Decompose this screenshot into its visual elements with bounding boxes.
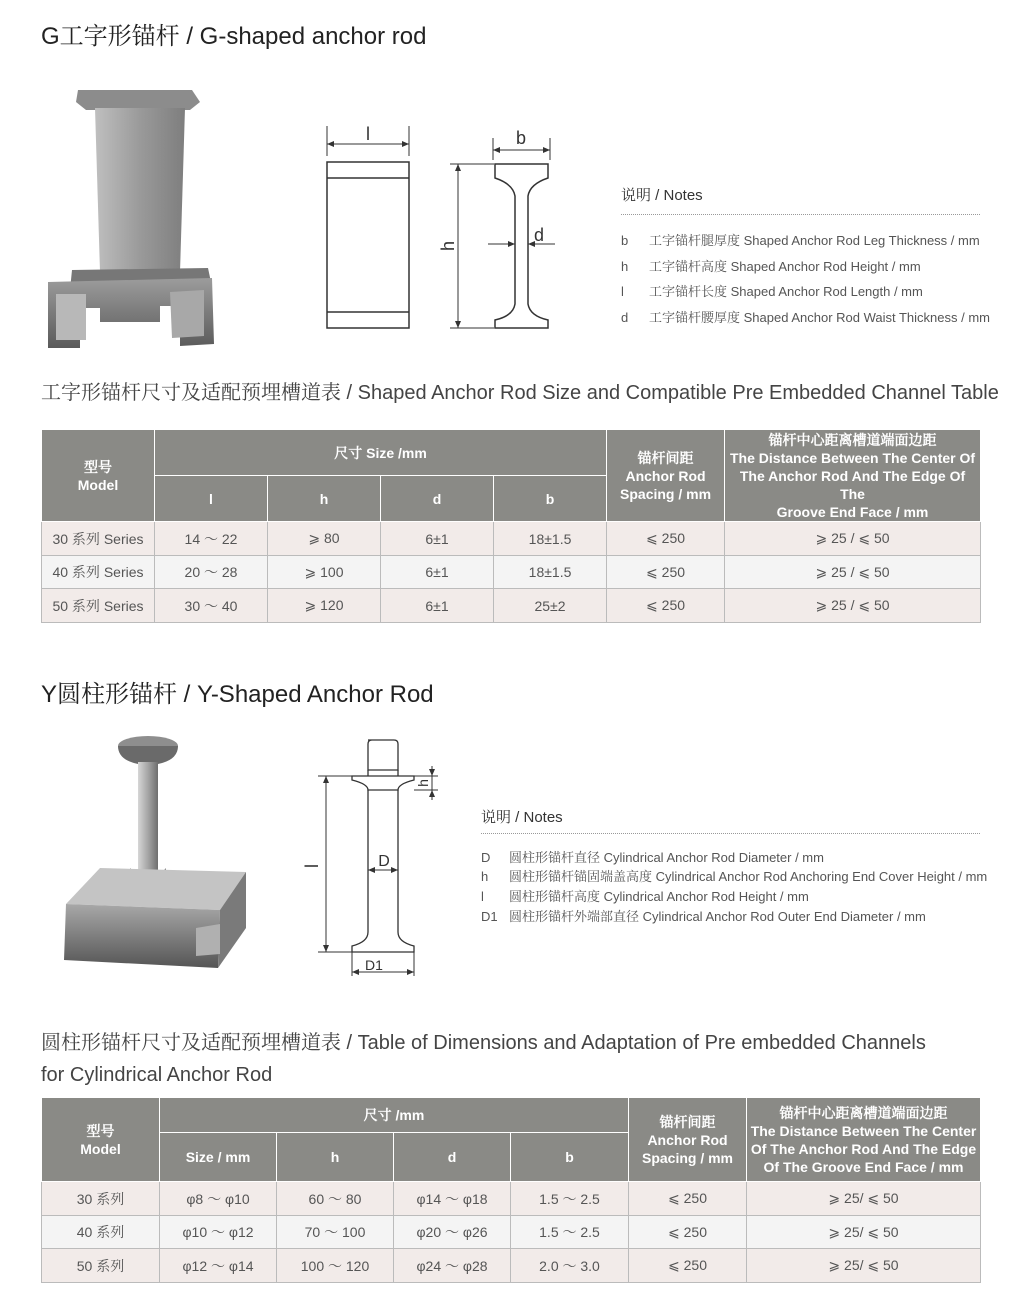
cell-b: 18±1.5 xyxy=(494,556,607,589)
section1-note-l: l 工字锚杆长度 Shaped Anchor Rod Length / mm xyxy=(621,284,923,299)
table-row xyxy=(42,556,981,589)
cell-d: φ14 ～ φ18 xyxy=(394,1182,511,1216)
dim-h-label: h xyxy=(438,240,458,252)
sub-header-d: d xyxy=(394,1133,511,1182)
cell-model: 30 系列 Series xyxy=(42,522,155,556)
section2-table-title-line2: for Cylindrical Anchor Rod xyxy=(41,1064,273,1086)
cell-d: 6±1 xyxy=(381,589,494,623)
section1-notes-divider xyxy=(621,214,980,215)
dim-h-label: h xyxy=(415,779,431,787)
cell-h: ⩾ 80 xyxy=(268,522,381,556)
sub-header-b: b xyxy=(494,476,607,522)
section1-note-b: b 工字锚杆腿厚度 Shaped Anchor Rod Leg Thickness / mm xyxy=(621,233,980,248)
cell-spacing: ⩽ 250 xyxy=(607,589,725,623)
cell-d: 6±1 xyxy=(381,522,494,556)
cell-distance: ⩾ 25 / ⩽ 50 xyxy=(725,556,981,589)
dim-l-label: l xyxy=(302,864,322,868)
sub-header-d: d xyxy=(381,476,494,522)
cell-b: 25±2 xyxy=(494,589,607,623)
table-row xyxy=(42,1182,981,1216)
dim-b-label: b xyxy=(515,128,527,148)
cell-spacing: ⩽ 250 xyxy=(607,556,725,589)
cell-model: 40 系列 Series xyxy=(42,556,155,589)
cell-d: 6±1 xyxy=(381,556,494,589)
section2-note-D: D 圆柱形锚杆直径 Cylindrical Anchor Rod Diameter / mm xyxy=(481,850,824,865)
section2-notes-title: 说明 / Notes xyxy=(481,809,563,826)
spacing-header: 锚杆间距 Anchor Rod Spacing / mm xyxy=(607,430,725,522)
cell-distance: ⩾ 25 / ⩽ 50 xyxy=(725,522,981,556)
dim-l-label: l xyxy=(366,124,370,144)
table-row xyxy=(42,522,981,556)
sub-header-l: l xyxy=(155,476,268,522)
y-anchor-rod-table xyxy=(41,1097,981,1283)
cell-l: 14 ～ 22 xyxy=(155,522,268,556)
cell-spacing: ⩽ 250 xyxy=(629,1249,747,1283)
table-row xyxy=(42,1249,981,1283)
cell-spacing: ⩽ 250 xyxy=(629,1182,747,1216)
cell-size: φ12 ～ φ14 xyxy=(160,1249,277,1283)
section2-notes-divider xyxy=(481,833,980,834)
model-header: 型号 Model xyxy=(42,430,155,522)
cell-b: 1.5 ～ 2.5 xyxy=(511,1216,629,1249)
spacing-header: 锚杆间距 Anchor Rod Spacing / mm xyxy=(629,1098,747,1182)
g-side-view-drawing xyxy=(440,118,570,333)
dim-d-label: d xyxy=(533,225,545,245)
dim-D1-label: D1 xyxy=(365,957,383,973)
distance-header: 锚杆中心距离槽道端面边距 The Distance Between The Center Of The Anchor Rod And The Edge Of The Groove End Face / mm xyxy=(747,1098,981,1182)
cell-model: 50 系列 Series xyxy=(42,589,155,623)
cell-h: 60 ～ 80 xyxy=(277,1182,394,1216)
size-header: 尺寸 Size /mm xyxy=(155,430,607,476)
section1-note-h: h 工字锚杆高度 Shaped Anchor Rod Height / mm xyxy=(621,259,921,274)
cell-d: φ24 ～ φ28 xyxy=(394,1249,511,1283)
sub-header-h: h xyxy=(277,1133,394,1182)
section1-notes-title: 说明 / Notes xyxy=(621,187,703,204)
sub-header-h: h xyxy=(268,476,381,522)
section2-table-title-line1: 圆柱形锚杆尺寸及适配预埋槽道表 / Table of Dimensions and Adaptation of Pre embedded Channels xyxy=(41,1032,926,1054)
y-anchor-rod-render xyxy=(60,728,250,973)
cell-distance: ⩾ 25/ ⩽ 50 xyxy=(747,1182,981,1216)
cell-size: φ8 ～ φ10 xyxy=(160,1182,277,1216)
g-front-view-drawing xyxy=(318,118,418,333)
cell-b: 1.5 ～ 2.5 xyxy=(511,1182,629,1216)
section2-note-h: h 圆柱形锚杆锚固端盖高度 Cylindrical Anchor Rod Anchoring End Cover Height / mm xyxy=(481,869,988,884)
cell-b: 2.0 ～ 3.0 xyxy=(511,1249,629,1283)
table-row xyxy=(42,1216,981,1249)
cell-distance: ⩾ 25 / ⩽ 50 xyxy=(725,589,981,623)
cell-spacing: ⩽ 250 xyxy=(629,1216,747,1249)
distance-header: 锚杆中心距离槽道端面边距 The Distance Between The Center Of The Anchor Rod And The Edge Of The Groove End Face / mm xyxy=(725,430,981,522)
cell-spacing: ⩽ 250 xyxy=(607,522,725,556)
size-header: 尺寸 /mm xyxy=(160,1098,629,1133)
cell-l: 20 ～ 28 xyxy=(155,556,268,589)
model-header: 型号 Model xyxy=(42,1098,160,1182)
section1-table-title: 工字形锚杆尺寸及适配预埋槽道表 / Shaped Anchor Rod Size and Compatible Pre Embedded Channel Table xyxy=(41,382,999,404)
cell-distance: ⩾ 25/ ⩽ 50 xyxy=(747,1216,981,1249)
sub-header-b: b xyxy=(511,1133,629,1182)
y-side-view-drawing xyxy=(302,736,442,978)
sub-header-size: Size / mm xyxy=(160,1133,277,1182)
g-anchor-rod-render xyxy=(40,82,220,352)
dim-D-label: D xyxy=(378,853,390,870)
section1-note-d: d 工字锚杆腰厚度 Shaped Anchor Rod Waist Thickness / mm xyxy=(621,310,990,325)
cell-h: ⩾ 100 xyxy=(268,556,381,589)
cell-l: 30 ～ 40 xyxy=(155,589,268,623)
cell-model: 50 系列 xyxy=(42,1249,160,1283)
cell-size: φ10 ～ φ12 xyxy=(160,1216,277,1249)
cell-distance: ⩾ 25/ ⩽ 50 xyxy=(747,1249,981,1283)
cell-h: ⩾ 120 xyxy=(268,589,381,623)
g-anchor-rod-table xyxy=(41,429,981,623)
section1-title: G工字形锚杆 / G-shaped anchor rod xyxy=(41,23,427,50)
table-row xyxy=(42,589,981,623)
cell-b: 18±1.5 xyxy=(494,522,607,556)
cell-model: 40 系列 xyxy=(42,1216,160,1249)
section2-note-l: l 圆柱形锚杆高度 Cylindrical Anchor Rod Height / mm xyxy=(481,889,809,904)
cell-h: 70 ～ 100 xyxy=(277,1216,394,1249)
cell-h: 100 ～ 120 xyxy=(277,1249,394,1283)
section2-note-D1: D1 圆柱形锚杆外端部直径 Cylindrical Anchor Rod Outer End Diameter / mm xyxy=(481,909,926,924)
section2-title: Y圆柱形锚杆 / Y-Shaped Anchor Rod xyxy=(41,681,434,708)
cell-d: φ20 ～ φ26 xyxy=(394,1216,511,1249)
cell-model: 30 系列 xyxy=(42,1182,160,1216)
